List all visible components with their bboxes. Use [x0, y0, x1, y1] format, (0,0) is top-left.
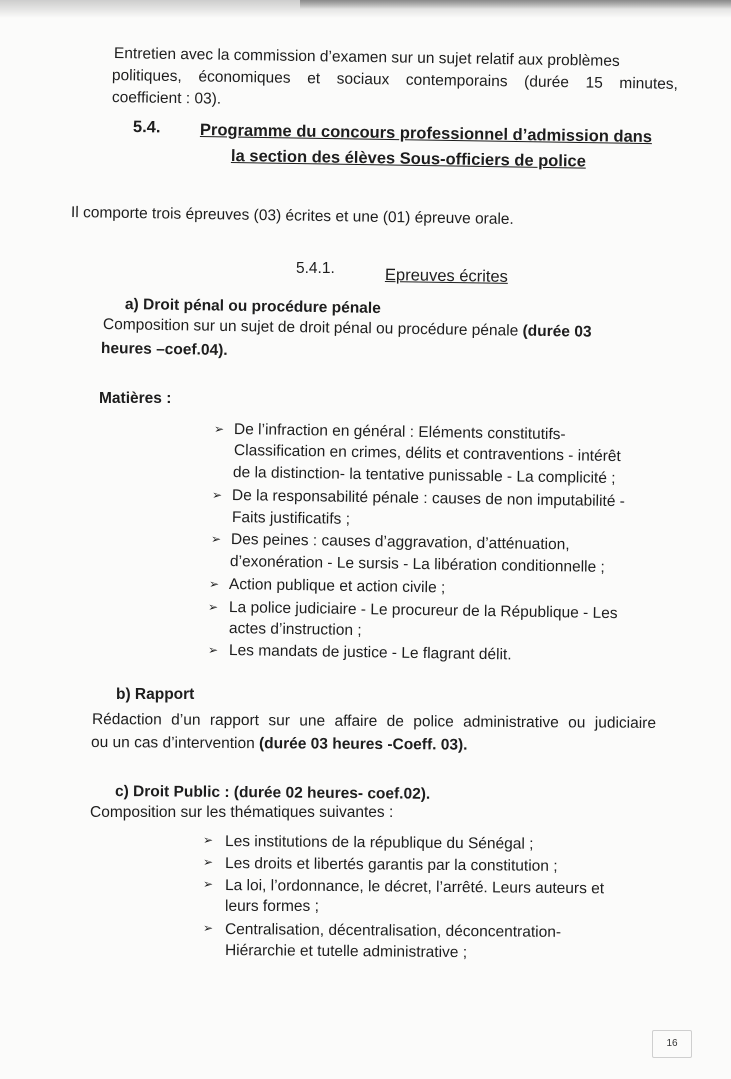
- matiere-item-5: La police judiciaire - Le procureur de la République - Les: [228, 599, 618, 623]
- part-b-desc-1: Rédaction d’un rapport sur une affaire de police administrative ou judiciaire: [91, 711, 657, 732]
- matiere-item-2: De la responsabilité pénale : causes de non imputabilité -: [231, 487, 625, 511]
- matiere-item-3-cont: d’exonération - Le sursis - La libération conditionnelle ;: [229, 553, 605, 576]
- part-a-desc-1: [103, 315, 592, 343]
- matiere-item-1: De l’infraction en général : Eléments constitutifs-: [233, 421, 566, 444]
- intro-line-3: coefficient : 03).: [111, 89, 222, 108]
- public-item-2: Les droits et libertés garantis par la constitution ;: [224, 855, 558, 875]
- public-item-4: Centralisation, décentralisation, déconcentration-: [224, 921, 562, 941]
- matiere-item-6: Les mandats de justice - Le flagrant délit.: [228, 642, 512, 664]
- part-c-desc: Composition sur les thématiques suivantes :: [90, 804, 394, 821]
- scan-edge: [300, 0, 731, 9]
- section-5-4-number: 5.4.: [132, 118, 161, 137]
- matiere-item-3: Des peines : causes d’aggravation, d’atténuation,: [230, 531, 570, 554]
- bullet-arrow-icon: ➢: [212, 488, 223, 502]
- part-b-desc-2: [91, 733, 468, 756]
- part-a-heading: a) Droit pénal ou procédure pénale: [124, 296, 381, 318]
- bullet-arrow-icon: ➢: [203, 833, 214, 847]
- intro-line-2: politiques, économiques et sociaux contemporains (durée 15 minutes,: [111, 67, 679, 93]
- matiere-item-2-cont: Faits justificatifs ;: [231, 509, 351, 528]
- matiere-item-1-cont-1: Classification en crimes, délits et contraventions - intérêt: [233, 442, 621, 466]
- section-5-4-title-2: la section des élèves Sous-officiers de police: [230, 147, 586, 171]
- matiere-item-1-cont-2: de la distinction- la tentative punissable - La complicité ;: [232, 464, 616, 488]
- bullet-arrow-icon: ➢: [208, 643, 219, 657]
- public-item-1: Les institutions de la république du Sénégal ;: [224, 833, 534, 853]
- part-a-desc-2: heures –coef.04).: [100, 340, 228, 359]
- page-number: 16: [652, 1030, 692, 1058]
- section-5-4-1-title: Epreuves écrites: [384, 266, 509, 286]
- bullet-arrow-icon: ➢: [209, 577, 220, 591]
- section-5-4-summary: Il comporte trois épreuves (03) écrites et une (01) épreuve orale.: [70, 204, 514, 228]
- bullet-arrow-icon: ➢: [211, 532, 222, 546]
- bullet-arrow-icon: ➢: [203, 877, 214, 891]
- section-5-4-1-number: 5.4.1.: [296, 260, 335, 277]
- public-item-3: La loi, l’ordonnance, le décret, l’arrêté. Leurs auteurs et: [224, 877, 605, 898]
- bullet-arrow-icon: ➢: [203, 921, 214, 935]
- bullet-arrow-icon: ➢: [208, 600, 219, 614]
- matiere-item-4: Action publique et action civile ;: [228, 576, 446, 597]
- public-item-4-cont: Hiérarchie et tutelle administrative ;: [224, 942, 468, 962]
- intro-text-1: Entretien avec la commission d’examen sur un sujet relatif aux problèmes: [113, 45, 620, 70]
- matiere-item-5-cont: actes d’instruction ;: [228, 620, 362, 640]
- bullet-arrow-icon: ➢: [214, 422, 225, 436]
- part-c-heading: c) Droit Public : (durée 02 heures- coef.02).: [114, 783, 431, 803]
- matieres-label: Matières :: [99, 390, 172, 407]
- part-b-heading: b) Rapport: [116, 686, 195, 703]
- public-item-3-cont: leurs formes ;: [225, 898, 319, 915]
- part-a-desc-1-bold: (durée 03: [522, 322, 592, 341]
- part-a-desc-1-text: Composition sur un sujet de droit pénal ou procédure pénale: [102, 316, 519, 340]
- section-5-4-title-1: Programme du concours professionnel d’admission dans: [199, 121, 653, 147]
- part-b-desc-2-bold: (durée 03 heures -Coeff. 03).: [258, 735, 468, 754]
- part-b-desc-2-text: ou un cas d’intervention: [90, 734, 255, 753]
- bullet-arrow-icon: ➢: [203, 855, 214, 869]
